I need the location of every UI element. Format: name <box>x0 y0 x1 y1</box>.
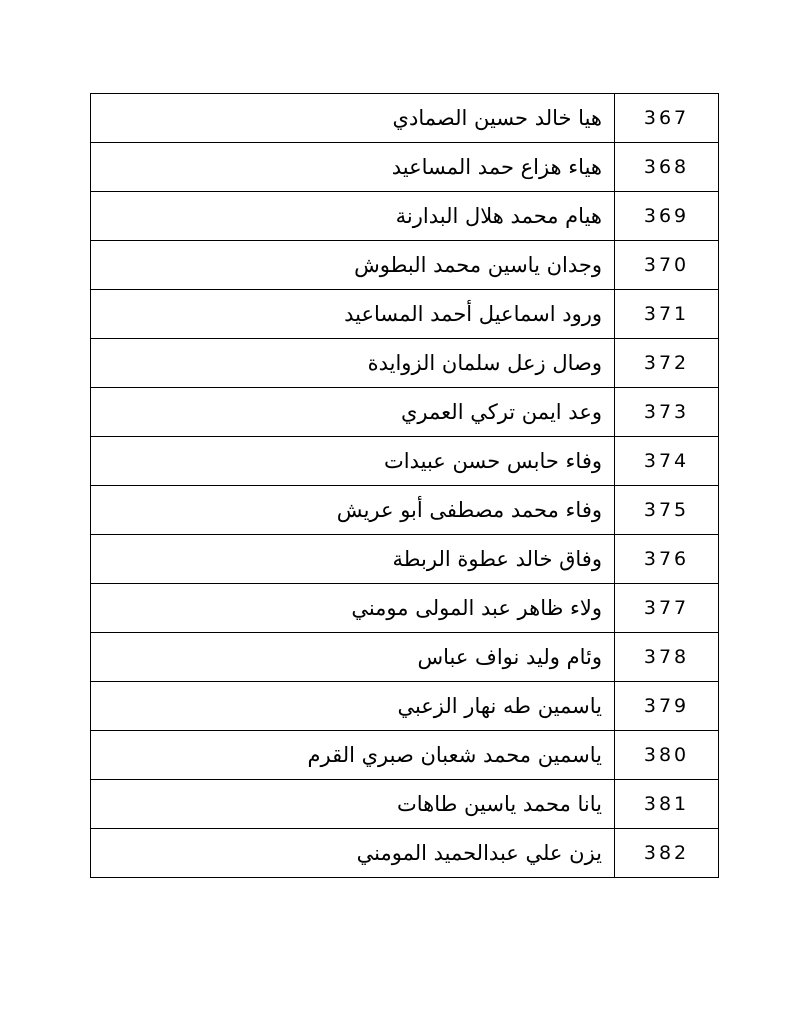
row-number: 367 <box>615 94 719 143</box>
row-name: وجدان ياسين محمد البطوش <box>91 241 615 290</box>
row-name: وفاق خالد عطوة الربطة <box>91 535 615 584</box>
row-number: 377 <box>615 584 719 633</box>
table-row <box>91 486 719 535</box>
row-name: ياسمين محمد شعبان صبري القرم <box>91 731 615 780</box>
table-row <box>91 633 719 682</box>
row-name: وفاء محمد مصطفى أبو عريش <box>91 486 615 535</box>
row-name: ورود اسماعيل أحمد المساعيد <box>91 290 615 339</box>
table-row <box>91 535 719 584</box>
row-number: 376 <box>615 535 719 584</box>
table-row <box>91 437 719 486</box>
row-name: يزن علي عبدالحميد المومني <box>91 829 615 878</box>
row-number: 368 <box>615 143 719 192</box>
table-row <box>91 682 719 731</box>
row-name: هيام محمد هلال البدارنة <box>91 192 615 241</box>
row-number: 379 <box>615 682 719 731</box>
table-row <box>91 339 719 388</box>
table-row <box>91 94 719 143</box>
row-number: 381 <box>615 780 719 829</box>
table-row <box>91 780 719 829</box>
table-row <box>91 829 719 878</box>
table-row <box>91 192 719 241</box>
row-number: 369 <box>615 192 719 241</box>
table-row <box>91 241 719 290</box>
row-number: 378 <box>615 633 719 682</box>
row-name: يانا محمد ياسين طاهات <box>91 780 615 829</box>
row-name: وصال زعل سلمان الزوايدة <box>91 339 615 388</box>
row-name: وئام وليد نواف عباس <box>91 633 615 682</box>
row-name: وفاء حابس حسن عبيدات <box>91 437 615 486</box>
row-number: 374 <box>615 437 719 486</box>
table-row <box>91 388 719 437</box>
names-table <box>90 93 719 878</box>
row-number: 370 <box>615 241 719 290</box>
table-row <box>91 584 719 633</box>
table-row <box>91 731 719 780</box>
row-name: هيا خالد حسين الصمادي <box>91 94 615 143</box>
row-name: ولاء ظاهر عبد المولى مومني <box>91 584 615 633</box>
row-number: 373 <box>615 388 719 437</box>
row-number: 375 <box>615 486 719 535</box>
row-name: وعد ايمن تركي العمري <box>91 388 615 437</box>
row-number: 382 <box>615 829 719 878</box>
row-number: 380 <box>615 731 719 780</box>
row-name: ياسمين طه نهار الزعبي <box>91 682 615 731</box>
row-name: هياء هزاع حمد المساعيد <box>91 143 615 192</box>
table-row <box>91 143 719 192</box>
row-number: 371 <box>615 290 719 339</box>
row-number: 372 <box>615 339 719 388</box>
table-row <box>91 290 719 339</box>
